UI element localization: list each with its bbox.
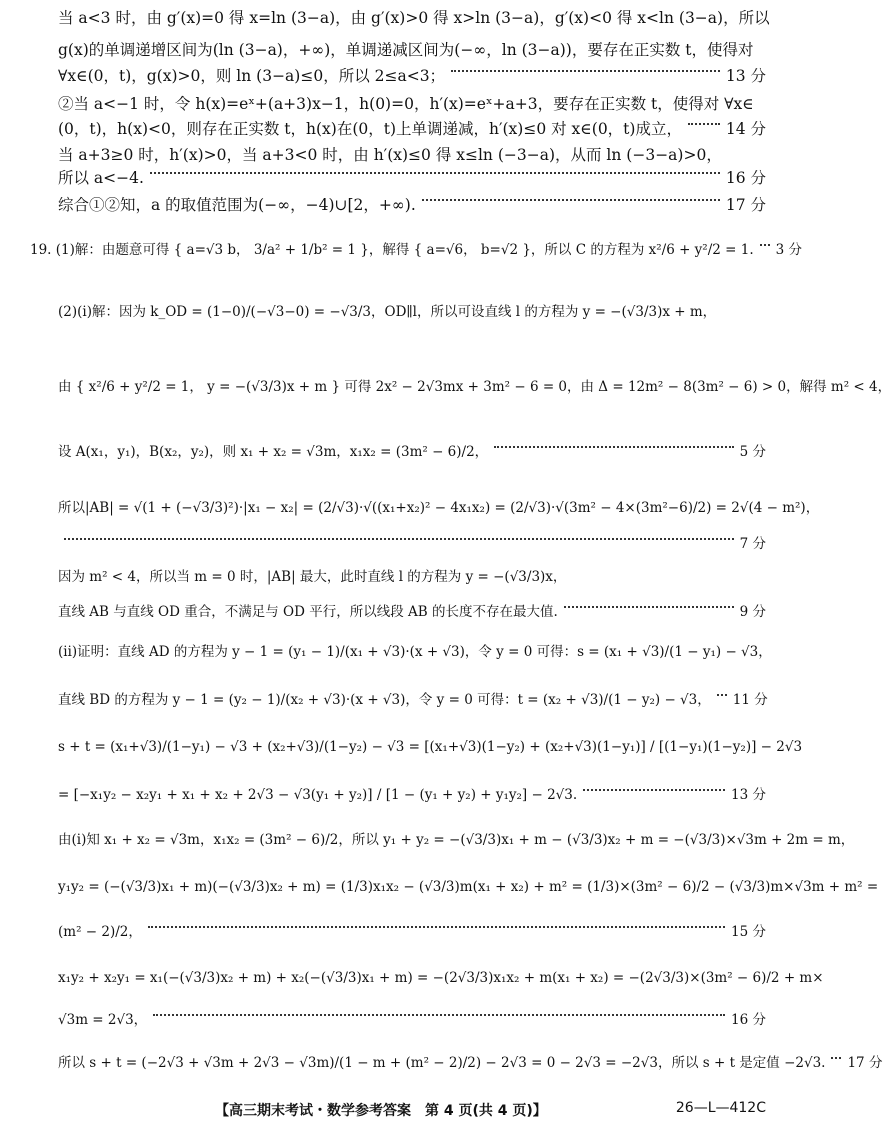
line-text: y₁y₂ = (−(√3/3)x₁ + m)(−(√3/3)x₂ + m) = (1/3)x₁x₂ − (√3/3)m(x₁ + x₂) + m² = (1/3)×(3m² − 6)/2 − (√3/3)m×√3m + m² = xyxy=(58,879,879,895)
score-mark: 17 分 xyxy=(847,1055,883,1071)
line-text: 直线 AB 与直线 OD 重合，不满足与 OD 平行，所以线段 AB 的长度不存在最大值. xyxy=(58,604,558,620)
answer-line xyxy=(58,496,820,520)
leader-dots xyxy=(148,926,725,928)
leader-dots xyxy=(717,694,727,696)
answer-line xyxy=(58,565,766,589)
score-mark: 16 分 xyxy=(725,169,766,187)
answer-line xyxy=(58,920,766,944)
line-text: 因为 m² < 4，所以当 m = 0 时，|AB| 最大，此时直线 l 的方程为 y = −(√3/3)x， xyxy=(58,569,567,585)
line-text: 直线 BD 的方程为 y − 1 = (y₂ − 1)/(x₂ + √3)·(x + √3)，令 y = 0 可得：t = (x₂ + √3)/(1 − y₂) − √3， xyxy=(58,692,711,708)
leader-dots xyxy=(494,446,733,448)
score-mark: 3 分 xyxy=(775,242,803,258)
line-text: x₁y₂ + x₂y₁ = x₁(−(√3/3)x₂ + m) + x₂(−(√3/3)x₁ + m) = −(2√3/3)x₁x₂ + m(x₁ + x₂) = −(2√3/3)×(3m² − 6)/2 + m× xyxy=(58,970,824,986)
leader-dots xyxy=(760,244,770,246)
score-mark: 11 分 xyxy=(732,692,768,708)
answer-line xyxy=(58,64,766,88)
score-mark: 9 分 xyxy=(739,604,766,620)
line-text: √3m = 2√3， xyxy=(58,1012,148,1028)
answer-line xyxy=(58,735,803,759)
score-mark: 13 分 xyxy=(725,67,766,85)
answer-line xyxy=(58,688,766,712)
score-mark: 14 分 xyxy=(725,120,766,138)
line-text: 19. (1)解：由题意可得 { a=√3 b， 3/a² + 1/b² = 1 }，解得 { a=√6， b=√2 }，所以 C 的方程为 x²/6 + y²/2 = 1. xyxy=(30,242,754,258)
line-text: (ⅱ)证明：直线 AD 的方程为 y − 1 = (y₁ − 1)/(x₁ + √3)·(x + √3)，令 y = 0 可得：s = (x₁ + √3)/(1 − y₁) − √3， xyxy=(58,644,772,660)
score-mark: 13 分 xyxy=(731,787,766,803)
line-text: s + t = (x₁+√3)/(1−y₁) − √3 + (x₂+√3)/(1−y₂) − √3 = [(x₁+√3)(1−y₂) + (x₂+√3)(1−y₁)] / [(1−y₁)(1−y₂)] − 2√3 xyxy=(58,739,803,755)
leader-dots xyxy=(64,538,734,540)
answer-line xyxy=(58,166,766,190)
answer-line xyxy=(58,783,766,807)
answer-line xyxy=(58,600,766,624)
score-mark: 17 分 xyxy=(725,196,766,214)
line-text: 由(ⅰ)知 x₁ + x₂ = √3m，x₁x₂ = (3m² − 6)/2，所以 y₁ + y₂ = −(√3/3)x₁ + m − (√3/3)x₂ + m = −(√3/3)×√3m + 2m = m， xyxy=(58,832,855,848)
leader-dots xyxy=(153,1014,725,1016)
line-text: g(x)的单调递增区间为(ln (3−a)，+∞)，单调递减区间为(−∞，ln (3−a))，要存在正实数 t，使得对 xyxy=(58,41,754,59)
answer-line xyxy=(58,38,766,62)
answer-line xyxy=(58,966,824,990)
answer-line xyxy=(58,300,766,324)
line-text: 所以 s + t = (−2√3 + √3m + 2√3 − √3m)/(1 − m + (m² − 2)/2) − 2√3 = 0 − 2√3 = −2√3，所以 s + t 是定值 −2√3. xyxy=(58,1055,826,1071)
leader-dots xyxy=(422,199,720,201)
line-text: 所以 a<−4. xyxy=(58,169,144,187)
answer-line xyxy=(58,6,770,30)
leader-dots xyxy=(583,789,725,791)
line-text: (m² − 2)/2， xyxy=(58,924,142,940)
line-text: ∀x∈(0，t)，g(x)>0，则 ln (3−a)≤0，所以 2≤a<3； xyxy=(58,67,446,85)
line-text: 综合①②知，a 的取值范围为(−∞，−4)∪[2，+∞). xyxy=(58,196,416,214)
score-mark: 15 分 xyxy=(731,924,766,940)
line-text: ②当 a<−1 时，令 h(x)=eˣ+(a+3)x−1，h(0)=0，h′(x)=eˣ+a+3，要存在正实数 t，使得对 ∀x∈ xyxy=(58,95,754,113)
answer-line xyxy=(58,875,879,899)
score-mark: 5 分 xyxy=(739,444,766,460)
answer-line xyxy=(58,640,772,664)
answer-line xyxy=(58,117,766,141)
answer-line xyxy=(58,1008,766,1032)
answer-line xyxy=(58,1051,883,1075)
leader-dots xyxy=(451,70,720,72)
leader-dots xyxy=(150,172,720,174)
leader-dots xyxy=(564,606,734,608)
answer-line xyxy=(58,532,766,556)
answer-line xyxy=(58,193,766,217)
answer-line xyxy=(58,440,766,464)
answer-line xyxy=(30,238,803,262)
answer-line xyxy=(58,375,891,399)
line-text: 设 A(x₁，y₁)，B(x₂，y₂)，则 x₁ + x₂ = √3m，x₁x₂ = (3m² − 6)/2， xyxy=(58,444,489,460)
line-text: = [−x₁y₂ − x₂y₁ + x₁ + x₂ + 2√3 − √3(y₁ + y₂)] / [1 − (y₁ + y₂) + y₁y₂] − 2√3. xyxy=(58,787,578,803)
page-footer xyxy=(0,1100,800,1124)
leader-dots xyxy=(688,123,720,125)
leader-dots xyxy=(831,1057,841,1059)
score-mark: 7 分 xyxy=(739,536,766,552)
line-text: (0，t)，h(x)<0，则存在正实数 t，h(x)在(0，t)上单调递减，h′(x)≤0 对 x∈(0，t)成立， xyxy=(58,120,682,138)
footer-title: 【高三期末考试・数学参考答案 第 4 页(共 4 页)】 xyxy=(215,1103,547,1119)
line-text: 所以|AB| = √(1 + (−√3/3)²)·|x₁ − x₂| = (2/√3)·√((x₁+x₂)² − 4x₁x₂) = (2/√3)·√(3m² − 4×(3m²−6)/2) = 2√(4 − m²)， xyxy=(58,500,820,516)
answer-line xyxy=(58,828,855,852)
line-text: 当 a+3≥0 时，h′(x)>0，当 a+3<0 时，由 h′(x)≤0 得 x≤ln (−3−a)，从而 ln (−3−a)>0， xyxy=(58,146,722,164)
answer-line xyxy=(58,92,766,116)
score-mark: 16 分 xyxy=(731,1012,766,1028)
answer-line xyxy=(58,143,766,167)
line-text: (2)(ⅰ)解：因为 k_OD = (1−0)/(−√3−0) = −√3/3，OD∥l，所以可设直线 l 的方程为 y = −(√3/3)x + m， xyxy=(58,304,717,320)
line-text: 由 { x²/6 + y²/2 = 1， y = −(√3/3)x + m } 可得 2x² − 2√3mx + 3m² − 6 = 0，由 Δ = 12m² − 8(3m² − 6) > 0，解得 m² < 4， xyxy=(58,379,891,395)
footer-code: 26—L—412C xyxy=(675,1100,766,1116)
line-text: 当 a<3 时，由 g′(x)=0 得 x=ln (3−a)，由 g′(x)>0 得 x>ln (3−a)，g′(x)<0 得 x<ln (3−a)，所以 xyxy=(58,9,770,27)
